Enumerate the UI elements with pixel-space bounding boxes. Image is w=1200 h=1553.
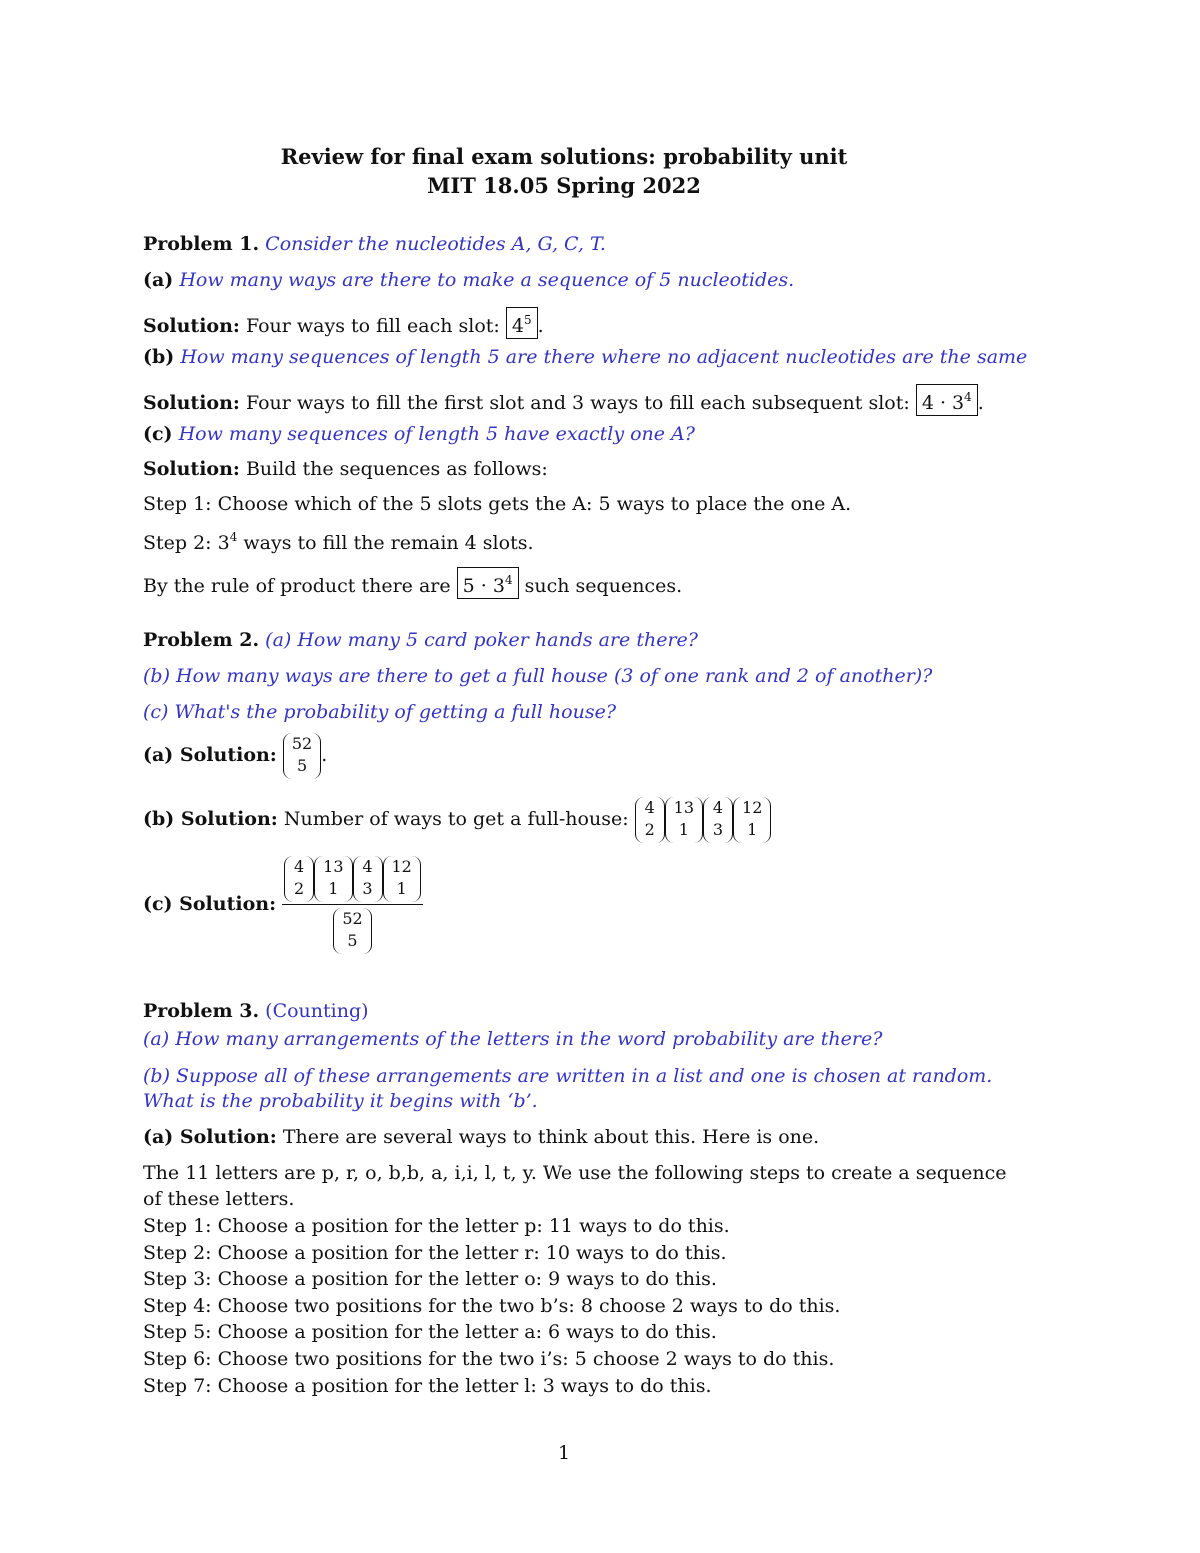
question-1a: (a) How many ways are there to make a sequence of 5 nucleotides.: [143, 269, 795, 291]
solution-2b: (b) Solution: Number of ways to get a full-house: 4 2 13 1 4 3 12 1: [143, 797, 771, 843]
problem-label: Problem 1.: [143, 233, 260, 255]
binomial: 4 3: [703, 797, 733, 843]
binomial: 12 1: [733, 797, 771, 843]
solution-3a: (a) Solution: There are several ways to think about this. Here is one.: [143, 1126, 820, 1148]
question-2b: (b) How many ways are there to get a full house (3 of one rank and 2 of another)?: [143, 665, 933, 687]
step-text: Step 1: Choose a position for the letter p: 11 ways to do this.: [143, 1215, 730, 1237]
solution-2c: (c) Solution: 4 2 13 1 4 3 12 1 52 5: [143, 856, 423, 954]
binomial: 4 3: [353, 856, 383, 902]
step-text: Step 5: Choose a position for the letter a: 6 ways to do this.: [143, 1321, 717, 1343]
boxed-answer: $4^5$: [506, 307, 538, 339]
step-text: Step 3: Choose a position for the letter o: 9 ways to do this.: [143, 1268, 717, 1290]
question-2c: (c) What's the probability of getting a full house?: [143, 701, 617, 723]
product-rule-line: By the rule of product there are $5 \cdot 3^4$ such sequences.: [143, 567, 682, 599]
paragraph-text: The 11 letters are p, r, o, b,b, a, i,i, l, t, y. We use the following steps to create a sequence: [143, 1162, 1007, 1184]
solution-1a: Solution: Four ways to fill each slot: $4^5$ .: [143, 307, 544, 339]
doc-subtitle: MIT 18.05 Spring 2022: [427, 173, 701, 198]
solution-1c: Solution: Build the sequences as follows:: [143, 458, 548, 480]
binomial: 52 5: [283, 733, 321, 779]
step-text: Step 2: Choose a position for the letter r: 10 ways to do this.: [143, 1242, 727, 1264]
problem-prompt: Consider the nucleotides A, G, C, T.: [265, 233, 606, 255]
step-text: Step 6: Choose two positions for the two i’s: 5 choose 2 ways to do this.: [143, 1348, 835, 1370]
question-1b: (b) How many sequences of length 5 are there where no adjacent nucleotides are the same: [143, 346, 1028, 368]
binomial: 13 1: [314, 856, 352, 902]
doc-title: Review for final exam solutions: probability unit: [280, 144, 848, 169]
boxed-answer: $4 \cdot 3^4$: [916, 384, 978, 416]
paragraph-text: of these letters.: [143, 1188, 295, 1210]
binomial: 52 5: [333, 908, 371, 954]
solution-2a: (a) Solution: 52 5 .: [143, 733, 327, 779]
boxed-answer: $5 \cdot 3^4$: [457, 567, 519, 599]
page-number: 1: [557, 1442, 571, 1464]
probability-fraction: [282, 856, 423, 954]
step-text: Step 2: $3^4$ ways to fill the remain 4 slots.: [143, 530, 534, 554]
binomial: 13 1: [665, 797, 703, 843]
step-text: Step 1: Choose which of the 5 slots gets the A: 5 ways to place the one A.: [143, 493, 852, 515]
problem-1-heading: [143, 233, 606, 255]
solution-1b: Solution: Four ways to fill the first slot and 3 ways to fill each subsequent slot: $4 \cdot 3^4$ .: [143, 384, 984, 416]
problem-2-heading: Problem 2. (a) How many 5 card poker hands are there?: [143, 629, 698, 651]
step-text: Step 4: Choose two positions for the two b’s: 8 choose 2 ways to do this.: [143, 1295, 841, 1317]
question-1c: (c) How many sequences of length 5 have exactly one A?: [143, 423, 695, 445]
binomial: 12 1: [383, 856, 421, 902]
binomial: 4 2: [635, 797, 665, 843]
problem-3-heading: Problem 3. (Counting): [143, 1000, 369, 1022]
binomial: 4 2: [284, 856, 314, 902]
question-3b: (b) Suppose all of these arrangements are written in a list and one is chosen at random.: [143, 1065, 993, 1087]
question-3a: (a) How many arrangements of the letters in the word probability are there?: [143, 1028, 883, 1050]
step-text: Step 7: Choose a position for the letter l: 3 ways to do this.: [143, 1375, 712, 1397]
question-3b-cont: What is the probability it begins with ‘b’.: [143, 1090, 538, 1112]
